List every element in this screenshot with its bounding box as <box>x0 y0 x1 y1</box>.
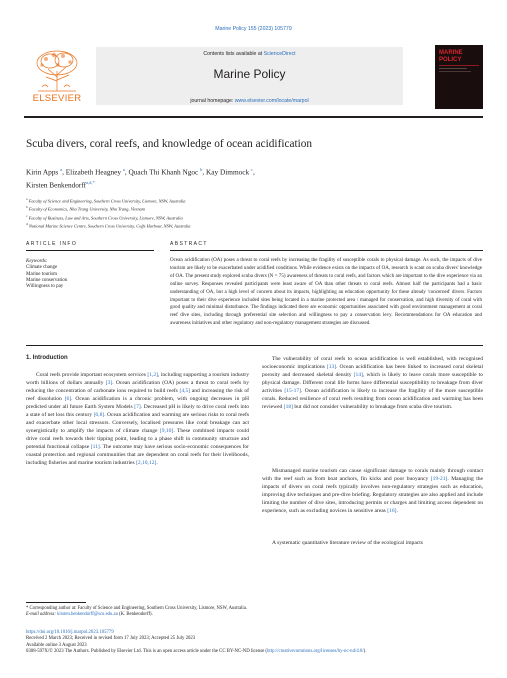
article-info-heading: ARTICLE INFO <box>26 241 78 247</box>
keywords-label: Keywords: <box>26 259 48 264</box>
paragraph-text: . Ocean acidification and warming are serious risks to coral reefs and exacerbate other local stressors. Conversely, localised pressures like coral breakage can act synergistically to amplify the impacts of climate change <box>26 411 249 434</box>
elsevier-wordmark: ELSEVIER <box>32 93 82 104</box>
citation-link[interactable]: [7] <box>134 403 141 410</box>
cover-art-icon <box>435 45 483 109</box>
email-label: E-mail address: <box>26 612 58 618</box>
keyword-item: Marine tourism <box>26 271 57 277</box>
paragraph-text: . These combined impacts could drive coral reefs towards their tipping point, leading to a phase shift in community structure and potential functional collapse <box>26 427 249 450</box>
license-line <box>26 649 486 655</box>
paragraph-text: . Ocean acidification (OA) poses a threat to coral reefs by reducing the concentration of carbonate ions required to build reefs <box>26 379 249 394</box>
footnote-rule <box>26 602 86 603</box>
paragraph-text: , including supporting a tourism industry worth billions of dollars annually <box>26 372 249 386</box>
journal-cover-thumbnail[interactable] <box>435 45 483 109</box>
paragraph-text: . Ocean acidification is a chronic problem, with ongoing decreases in pH predicted under all future Earth System Models <box>26 395 249 410</box>
affiliation-item <box>26 213 326 221</box>
affiliation-text: Faculty of Science and Engineering, Southern Cross University, Lismore, NSW, Australia <box>28 198 186 204</box>
received-dates: Received 2 March 2023; Received in revised form 17 July 2023; Accepted 25 July 2023 <box>26 636 196 642</box>
doi-link[interactable]: https://doi.org/10.1016/j.marpol.2023.105779 <box>26 630 114 635</box>
article-info-rule <box>26 250 154 251</box>
keyword-item: Marine conservation <box>26 277 68 283</box>
affiliations <box>26 196 326 230</box>
paragraph-text: . Managing the impacts of divers on coral reefs typically involves non-regulatory strategies such as education, improving dive techniques and pre-dive briefing. Regulatory strategies are also applied and include limiting the number of dive sites, introducing permits or charges and limiting access dependent on experience, such as excluding novices in sensitive areas <box>262 475 483 514</box>
elsevier-logo[interactable] <box>24 47 90 105</box>
author-affil-marker[interactable]: b <box>200 167 203 172</box>
license-prefix: 0308-597X/© 2023 The Authors. Published by Elsevier Ltd. This is an open access article under the CC BY-NC-ND license ( <box>26 648 268 654</box>
journal-reference[interactable]: Marine Policy 155 (2023) 105779 <box>215 26 292 32</box>
keyword-item: Climate change <box>26 265 58 271</box>
affiliation-marker: b <box>26 205 28 210</box>
citation-link[interactable]: [9,10] <box>159 427 174 434</box>
homepage-link[interactable]: www.elsevier.com/locate/marpol <box>234 98 309 104</box>
author-name[interactable]: Elizabeth Heagney <box>65 167 122 177</box>
author-name[interactable]: Kay Dimmock <box>206 167 250 177</box>
license-suffix: ). <box>363 648 367 654</box>
citation-link[interactable]: [3] <box>105 379 113 386</box>
journal-header <box>24 47 483 110</box>
paragraph-text: . Ocean acidification is likely to increase the fragility of the more susceptible corals. Reduced resilience of coral reefs resulting from ocean acidification and warming has been reviewed <box>262 387 483 410</box>
journal-title: Marine Policy <box>213 67 286 81</box>
author-name[interactable]: Quach Thi Khanh Ngoc <box>128 167 199 177</box>
intro-right-paragraph-1 <box>262 356 483 412</box>
journal-masthead <box>96 47 403 105</box>
paragraph-text: and increasing the risk of reef dissolution <box>26 387 249 402</box>
intro-right-paragraph-3: A systematic quantitative literature review of the ecological impacts <box>272 540 423 546</box>
corresponding-author-note: * Corresponding author at: Faculty of Science and Engineering, Southern Cross University, Lismore, NSW, Australia. <box>26 606 247 611</box>
citation-link[interactable]: [18] <box>283 403 293 410</box>
citation-link[interactable]: [4,5] <box>179 387 191 394</box>
keywords-block <box>26 259 136 290</box>
paragraph-text: Coral reefs provide important ecosystem services <box>36 372 148 378</box>
paragraph-text: . Decreased pH is likely to drive coral reefs into a state of net loss this century <box>26 403 249 418</box>
citation-link[interactable]: [13] <box>326 363 337 370</box>
affiliation-text: Faculty of Economics, Nha Trang University, Nha Trang, Vietnam <box>28 206 146 212</box>
homepage-line <box>96 98 403 104</box>
paragraph-text: . <box>156 459 158 466</box>
citation-link[interactable]: [11] <box>90 443 100 450</box>
contents-line <box>96 51 403 57</box>
abstract-bottom-rule <box>26 345 483 346</box>
author-affil-marker[interactable]: c <box>251 167 254 172</box>
author-name[interactable]: Kirin Apps <box>26 167 59 177</box>
author-affil-marker[interactable]: a <box>60 167 63 172</box>
affiliation-item <box>26 204 326 212</box>
email-link[interactable]: kirsten.benkendorff@scu.edu.au <box>57 612 118 618</box>
section-heading-introduction: 1. Introduction <box>26 355 68 361</box>
cover-title: MARINE POLICY <box>439 50 463 63</box>
email-suffix: (K. Benkendorff). <box>117 612 153 618</box>
citation-link[interactable]: [14] <box>353 371 363 378</box>
abstract-heading: ABSTRACT <box>170 241 208 247</box>
affiliation-item <box>26 221 326 229</box>
citation-link[interactable]: [2,10,12] <box>136 459 157 466</box>
email-line <box>26 612 276 618</box>
paragraph-text: The vulnerability of coral reefs to ocean acidification is well established, with recognised socioeconomic implications <box>262 356 483 370</box>
affiliation-marker: a <box>26 197 28 201</box>
header-divider <box>24 116 483 118</box>
affiliation-item <box>26 196 326 204</box>
abstract-text: Ocean acidification (OA) poses a threat to coral reefs by increasing the fragility of susceptible corals to physical damage. As such, the impacts of dive tourism are likely to be exacerbated under acidified conditions. While evidence exists on the impacts of OA, research is scant on scuba divers' knowledge of OA. The present study explored scuba divers (N = 75) awareness of threats to coral reefs, and factors which are important to the dive experience via an online survey. Responses revealed participants were least aware of OA than other threats to coral reefs. Almost half the participants had a basic understanding of OA, but a high level of concern about its impacts, highlighting an education opportunity for these already 'concerned' divers. Factors important to their dive experience included sites being located in a marine protected area / managed for conservation, and high diversity of coral with good quality and minimal disturbance. The findings indicated there are economic opportunities associated with good environment management at coral reef dive sites, including through preferential site selection and willingness to pay a conservation levy. Recommendations for OA education and awareness initiatives and other regulatory and non-regulatory management strategies are discussed. <box>170 257 482 327</box>
abstract-rule <box>170 250 483 251</box>
article-title: Scuba divers, coral reefs, and knowledge of ocean acidification <box>26 138 313 150</box>
affiliation-marker: d <box>26 222 28 227</box>
paragraph-text: but did not consider vulnerability to breakage from scuba dive tourism. <box>292 403 453 410</box>
paragraph-text: . <box>396 507 398 514</box>
paragraph-text: , which is likely to leave corals more susceptible to physical damage. Different coral life forms have differential susceptibility to breakage from diver activities <box>262 371 484 394</box>
author-name[interactable]: Kirsten Benkendorff <box>26 180 87 190</box>
citation-link[interactable]: [6,8] <box>93 411 105 418</box>
author-list: Kirin Apps $^a$, Elizabeth Heagney $^a$, Quach Thi Khanh Ngoc $^b$, Kay Dimmock $^c$, Kirsten Benkendorff$^{a,d,*}$ <box>26 167 255 190</box>
homepage-prefix: journal homepage: <box>190 98 235 104</box>
publication-info <box>26 630 486 655</box>
online-date: Available online 3 August 2023 <box>26 642 87 648</box>
paragraph-text: . Ocean acidification has been linked to increased coral skeletal porosity and decreased skeletal density <box>262 363 483 378</box>
footnotes <box>26 606 276 619</box>
sciencedirect-link[interactable]: ScienceDirect <box>263 51 296 57</box>
author-affil-marker[interactable]: a <box>122 167 125 172</box>
affiliation-text: Faculty of Business, Law and Arts, Southern Cross University, Lismore, NSW, Australia <box>28 215 183 221</box>
license-link[interactable]: http://creativecommons.org/licenses/by-nc-nd/4.0/ <box>267 648 364 654</box>
citation-link[interactable]: [6] <box>64 395 72 402</box>
contents-prefix: Contents lists available at <box>203 51 264 57</box>
citation-link[interactable]: [1,2] <box>147 372 159 378</box>
intro-left-column <box>26 372 249 468</box>
paragraph-text: Mismanaged marine tourism can cause significant damage to corals mainly through contact with the reef such as from boat anchors, fin kicks and poor buoyancy <box>262 468 483 482</box>
citation-link[interactable]: [19-21] <box>430 475 448 482</box>
citation-link[interactable]: [16] <box>387 507 397 514</box>
paragraph-text: . The outcome may have serious socio-economic consequences for coastal protection and regional communities that are dependent on coral reefs for their livelihoods, including fisheries and marine tourism industries <box>26 443 250 466</box>
keyword-item: Willingness to pay <box>26 284 64 290</box>
elsevier-tree-icon <box>24 47 90 93</box>
affiliation-marker: c <box>26 213 28 218</box>
intro-right-paragraph-2 <box>262 468 483 516</box>
citation-link[interactable]: [15-17] <box>284 387 301 394</box>
affiliation-text: National Marine Science Centre, Southern Cross University, Coffs Harbour, NSW, Australia <box>28 223 191 229</box>
author-affil-marker[interactable]: a,d,* <box>86 179 95 185</box>
